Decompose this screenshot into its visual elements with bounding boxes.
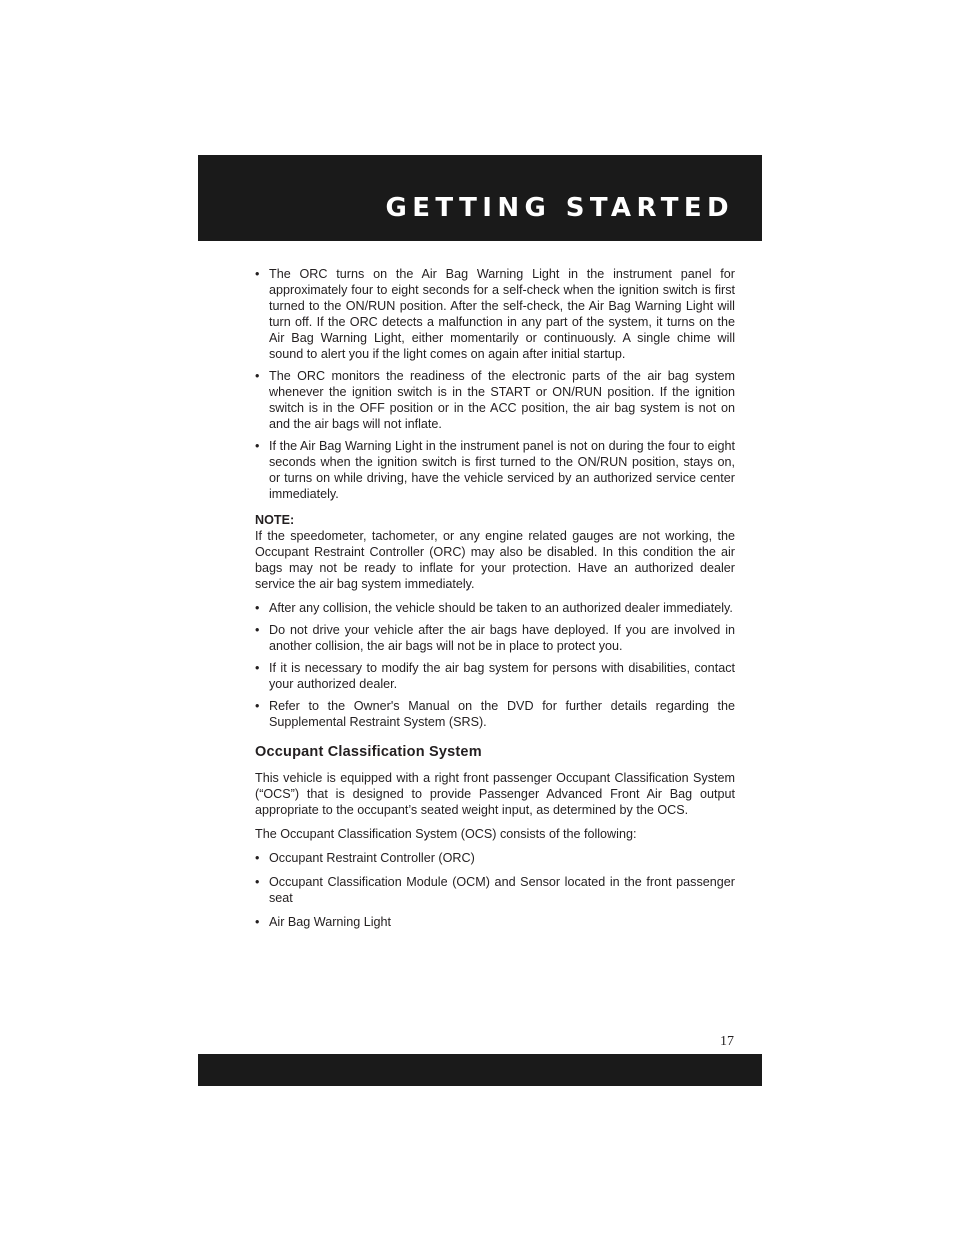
section-header-bar: [198, 155, 762, 241]
list-item: [255, 850, 735, 866]
list-item: [255, 368, 735, 432]
list-item-text: Refer to the Owner's Manual on the DVD for further details regarding the Supplemental Restraint System (SRS).: [269, 699, 735, 729]
bullet-icon: •: [255, 439, 260, 453]
ocs-heading: Occupant Classification System: [255, 744, 482, 760]
list-item: [255, 660, 735, 692]
page-number: 17: [720, 1034, 734, 1049]
list-item-text: The ORC monitors the readiness of the electronic parts of the air bag system whenever the ignition switch is in the START or ON/RUN position. If the ignition switch is in the OFF position or in the ACC position, the air bag system is not on and the air bags will not inflate.: [269, 369, 735, 431]
ocs-consists-text: The Occupant Classification System (OCS) consists of the following:: [255, 827, 637, 841]
bullet-icon: •: [255, 623, 260, 637]
bullet-icon: •: [255, 915, 260, 929]
section-title: GETTING STARTED: [385, 193, 734, 223]
list-item: [255, 698, 735, 730]
ocs-components-list: [255, 850, 735, 930]
list-item: [255, 266, 735, 362]
note-label: NOTE:: [255, 513, 295, 527]
list-item-text: Occupant Classification Module (OCM) and Sensor located in the front passenger seat: [269, 875, 735, 905]
list-item-text: If the Air Bag Warning Light in the instrument panel is not on during the four to eight seconds when the ignition switch is first turned to the ON/RUN position, stays on, or turns on while driving, have the vehicle serviced by an authorized service center immediately.: [269, 439, 735, 501]
list-item: [255, 874, 735, 906]
ocs-intro: This vehicle is equipped with a right front passenger Occupant Classification System (“OCS”) that is designed to provide Passenger Advanced Front Air Bag output appropriate to the occupant’s seated weight input, as determined by the OCS.: [255, 771, 735, 817]
list-item-text: If it is necessary to modify the air bag system for persons with disabilities, contact your authorized dealer.: [269, 661, 735, 691]
list-item: [255, 600, 735, 616]
footer-bar: [198, 1054, 762, 1086]
page-content: [255, 266, 735, 938]
list-item-text: Air Bag Warning Light: [269, 915, 392, 929]
list-item: [255, 914, 735, 930]
note-text: If the speedometer, tachometer, or any engine related gauges are not working, the Occupant Restraint Controller (ORC) may also be disabled. In this condition the air bags may not be ready to inflate for your protection. Have an authorized dealer service the air bag system immediately.: [255, 529, 735, 591]
bullet-icon: •: [255, 601, 260, 615]
list-item-text: After any collision, the vehicle should be taken to an authorized dealer immediately.: [269, 601, 733, 615]
bullet-icon: •: [255, 267, 260, 281]
bullet-icon: •: [255, 851, 260, 865]
bullet-icon: •: [255, 369, 260, 383]
list-item-text: Do not drive your vehicle after the air bags have deployed. If you are involved in another collision, the air bags will not be in place to protect you.: [269, 623, 735, 653]
list-item-text: The ORC turns on the Air Bag Warning Light in the instrument panel for approximately four to eight seconds for a self-check when the ignition switch is first turned to the ON/RUN position. After the self-check, the Air Bag Warning Light will turn off. If the ORC detects a malfunction in any part of the system, it turns on the Air Bag Warning Light, either momentarily or continuously. A single chime will sound to alert you if the light comes on again after initial startup.: [269, 267, 735, 361]
list-item: [255, 438, 735, 502]
list-item-text: Occupant Restraint Controller (ORC): [269, 851, 475, 865]
bullet-icon: •: [255, 875, 260, 889]
list-item: [255, 622, 735, 654]
bullet-icon: •: [255, 699, 260, 713]
bullet-icon: •: [255, 661, 260, 675]
